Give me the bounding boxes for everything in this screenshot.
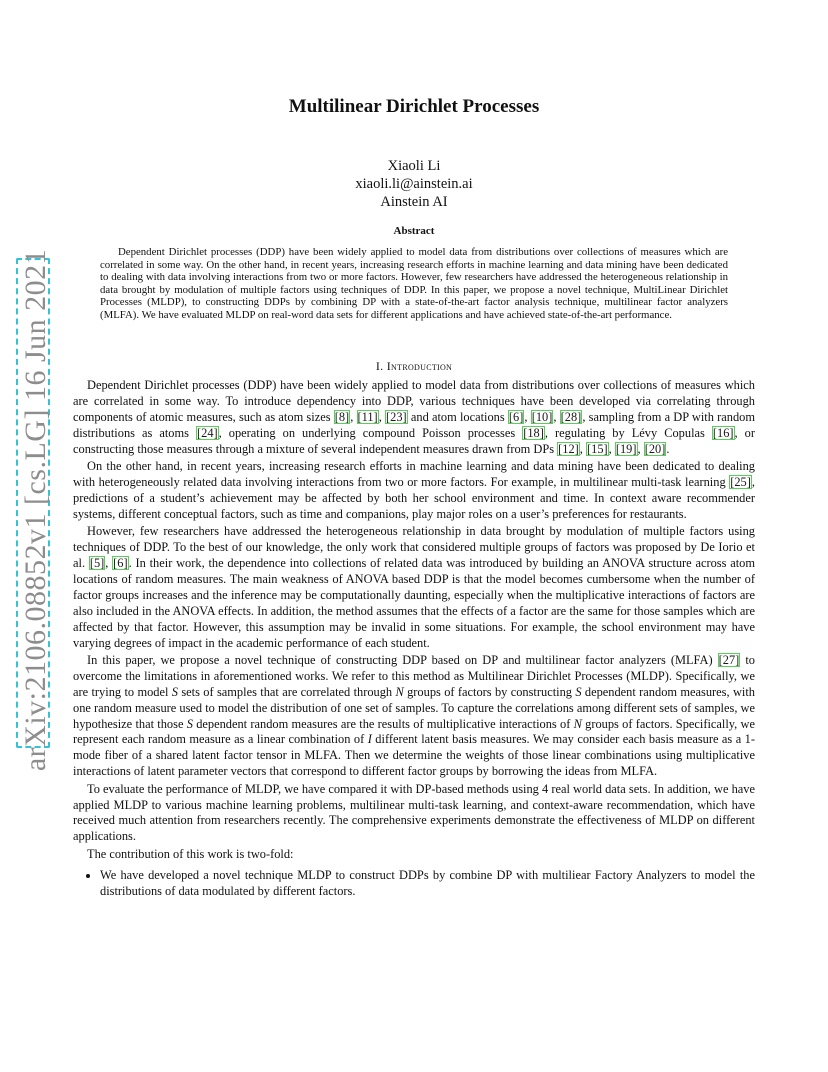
citation-link[interactable]: [6] xyxy=(508,409,524,424)
citation-link[interactable]: [20] xyxy=(644,441,666,456)
citation-link[interactable]: [6] xyxy=(113,555,128,570)
citation-link[interactable]: [12] xyxy=(558,441,579,456)
paragraph-6: The contribution of this work is two-fold: xyxy=(87,846,294,861)
introduction-body xyxy=(73,378,755,900)
arxiv-stamp[interactable] xyxy=(10,248,62,772)
citation-link[interactable]: [10] xyxy=(531,409,553,424)
arxiv-id[interactable]: arXiv:2106.08852v1 [cs.LG] 16 Jun 2021 xyxy=(19,248,52,772)
abstract-text: Dependent Dirichlet processes (DDP) have been widely applied to model data from distributions over collections of measures which are correlated in some way. On the other hand, in recent years, increasing research efforts in machine learning and data mining have been dedicated to dealing with data involving interactions from two or more factors. However, few researchers have addressed the heterogeneous relationship in data brought by modulation of multiple factors using techniques of DDP. In this paper, we propose a novel technique, MultiLinear Dirichlet Processes (MLDP), to constructing DDPs by combining DP with a state-of-the-art factor analysis technique, multilinear factor analyzers (MLFA). We have evaluated MLDP on real-word data sets for different applications and have achieved state-of-the-art performance. xyxy=(100,246,728,321)
paragraph-1: Dependent Dirichlet processes (DDP) have been widely applied to model data from distributions over collections of measures which are correlated in some way. To introduce dependency into DDP, various techniques have been developed via correlating through components of atomic measures, such as atom sizes [8], [11], [23] and atom locations [6], [10], [28], sampling from a DP with random distributions as atoms [24], operating on underlying compound Poisson processes [18], regulating by Lévy Copulas [16], or constructing those measures through a mixture of several independent measures drawn from DPs [12], [15], [19], [20]. xyxy=(73,378,755,456)
author-name: Xiaoli Li xyxy=(387,158,441,174)
citation-link[interactable]: [24] xyxy=(197,425,218,440)
author-email: xiaoli.li@ainstein.ai xyxy=(355,176,473,192)
math-variable: N xyxy=(395,684,404,699)
citation-link[interactable]: [18] xyxy=(523,425,544,440)
section-heading xyxy=(0,359,828,374)
author-affiliation: Ainstein AI xyxy=(380,194,448,210)
paper-title: Multilinear Dirichlet Processes xyxy=(288,96,540,117)
citation-link[interactable]: [19] xyxy=(615,441,637,456)
paragraph-2: On the other hand, in recent years, increasing research efforts in machine learning and data mining have been dedicated to dealing with heterogeneously related data involving interactions from two or more factors. For example, in multilinear multi-task learning [25], predictions of a student’s achievement may be affected by both her school environment and time. In context aware recommender systems, different conceptual factors, such as time and companions, play major roles on a user’s preferences for restaurants. xyxy=(73,459,755,521)
citation-link[interactable]: [8] xyxy=(334,409,350,424)
math-variable: S xyxy=(575,684,582,699)
citation-link[interactable]: [11] xyxy=(357,409,378,424)
abstract-body xyxy=(100,246,728,322)
citation-link[interactable]: [28] xyxy=(560,409,582,424)
citation-link[interactable]: [5] xyxy=(89,555,105,570)
citation-link[interactable]: [23] xyxy=(386,409,407,424)
paragraph-5: To evaluate the performance of MLDP, we have compared it with DP-based methods using 4 real world data sets. In addition, we have applied MLDP to various machine learning problems, multilinear multi-task learning, and context-aware recommendation, which have received much attention from researchers recently. The comprehensive experiments demonstrate the effectiveness of MLDP on different applications. xyxy=(73,781,755,844)
contribution-item: • We have developed a novel technique MLDP to construct DDPs by combine DP with multiliear Factory Analyzers to model the distributions of data modulated by different factors. xyxy=(100,868,755,900)
citation-link[interactable]: [25] xyxy=(730,474,751,489)
math-variable: S xyxy=(171,684,178,699)
math-variable: I xyxy=(367,732,372,747)
paragraph-4: In this paper, we propose a novel technique of constructing DDP based on DP and multilinear factor analyzers (MLFA) [27] to overcome the limitations in aforementioned works. We refer to this method as Multilinear Dirichlet Processes (MLDP). Specifically, we are trying to model S sets of samples that are correlated through N groups of factors by constructing S dependent random measures, with one random measure used to model the distribution of one set of samples. To capture the correlations among different sets of samples, we hypothesize that those S dependent random measures are the results of multiplicative interactions of N groups of factors. Specifically, we represent each random measure as a linear combination of I different latent basis measures. We may consider each basis measure as a 1-mode fiber of a shared latent factor tensor in MLFA. Then we determine the weights of those linear combinations using multiplicative interactions of latent parameter vectors that correspond to different factor groups by borrowing the ideas from MLFA. xyxy=(73,652,755,779)
section-title: Introduction xyxy=(386,359,453,373)
citation-link[interactable]: [15] xyxy=(587,441,608,456)
paragraph-3: However, few researchers have addressed the heterogeneous relationship in data brought by modulation of multiple factors using techniques of DDP. To the best of our knowledge, the only work that considered multiple groups of factors was proposed by De Iorio et al. [5], [6]. In their work, the dependence into collections of related data was introduced by building an ANOVA structure across atom locations of random measures. The main weakness of ANOVA based DDP is that the model becomes cumbersome when the number of factor groups increases and the inference may be computationally daunting, especially when the multiplicative interactions of factors are also included in the ANOVA effects. In addition, the method assumes that the effects of a factor are the same for those samples which are affected by that factor. However, this assumption may be invalid in some situations. For example, the school environment may have varying degrees of impact in the academic performance of each student. xyxy=(73,524,755,650)
abstract-heading: Abstract xyxy=(393,225,435,237)
math-variable: S xyxy=(186,716,193,731)
citation-link[interactable]: [27] xyxy=(718,652,740,667)
contribution-list xyxy=(73,868,755,900)
citation-link[interactable]: [16] xyxy=(712,425,734,440)
math-variable: N xyxy=(573,716,582,731)
section-number: I. xyxy=(375,359,384,373)
